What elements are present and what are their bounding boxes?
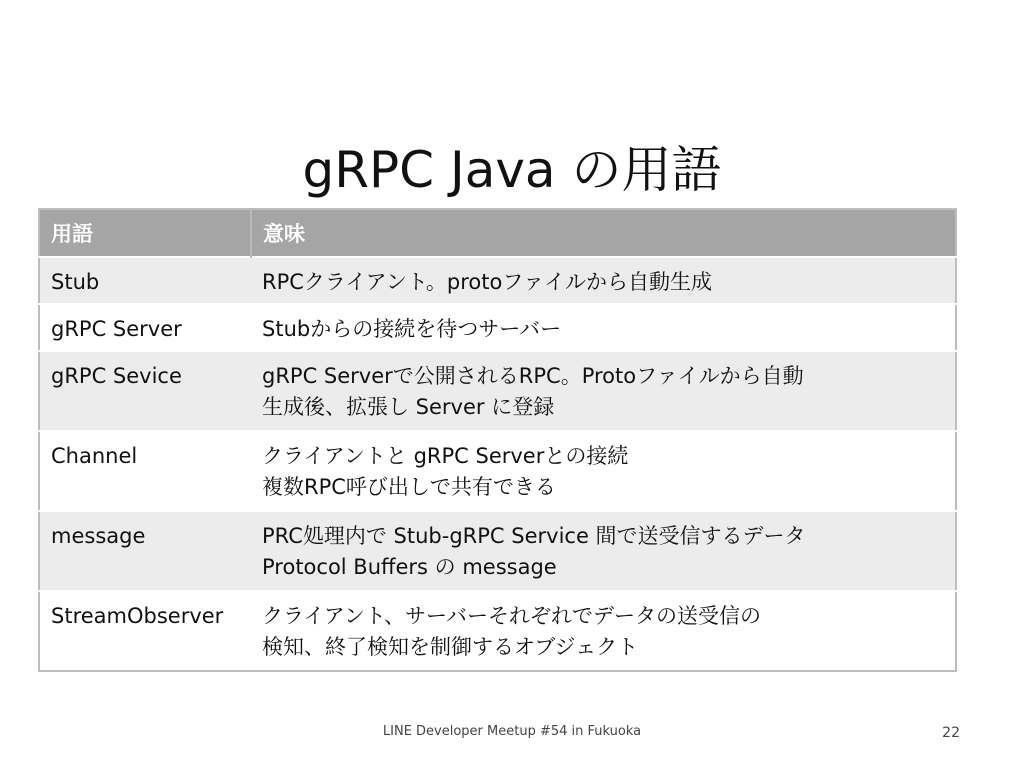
table-row: [39, 431, 956, 511]
meaning-line: クライアントと gRPC Serverとの接続: [262, 444, 629, 468]
header-term: 用語: [39, 209, 251, 257]
meaning-cell: [251, 304, 956, 351]
meaning-cell: [251, 511, 956, 591]
term-cell: message: [39, 511, 251, 591]
table-row: [39, 257, 956, 304]
term-cell: Channel: [39, 431, 251, 511]
slide-title: gRPC Java の用語: [302, 140, 722, 199]
meaning-line: クライアント、サーバーそれぞれでデータの送受信の: [262, 604, 761, 628]
table-header-row: [39, 209, 956, 257]
meaning-line: RPCクライアント。protoファイルから自動生成: [262, 270, 712, 294]
meaning-cell: [251, 257, 956, 304]
meaning-line: Protocol Buffers の message: [262, 555, 557, 579]
term-cell: StreamObserver: [39, 591, 251, 671]
table-row: [39, 351, 956, 431]
footer-text: LINE Developer Meetup #54 in Fukuoka: [382, 724, 642, 739]
term-cell: gRPC Server: [39, 304, 251, 351]
page-number: 22: [942, 725, 960, 741]
meaning-cell: [251, 591, 956, 671]
meaning-line: PRC処理内で Stub-gRPC Service 間で送受信するデータ: [262, 524, 806, 548]
header-meaning: 意味: [251, 209, 956, 257]
term-cell: gRPC Sevice: [39, 351, 251, 431]
meaning-cell: [251, 431, 956, 511]
meaning-cell: [251, 351, 956, 431]
terms-table: [38, 208, 957, 672]
table-row: [39, 511, 956, 591]
meaning-line: gRPC Serverで公開されるRPC。Protoファイルから自動: [262, 364, 804, 388]
table-row: [39, 591, 956, 671]
meaning-line: 検知、終了検知を制御するオブジェクト: [262, 635, 639, 659]
table-row: [39, 304, 956, 351]
meaning-line: 生成後、拡張し Server に登録: [262, 395, 555, 419]
term-cell: Stub: [39, 257, 251, 304]
meaning-line: Stubからの接続を待つサーバー: [262, 317, 562, 341]
meaning-line: 複数RPC呼び出しで共有できる: [262, 475, 556, 499]
